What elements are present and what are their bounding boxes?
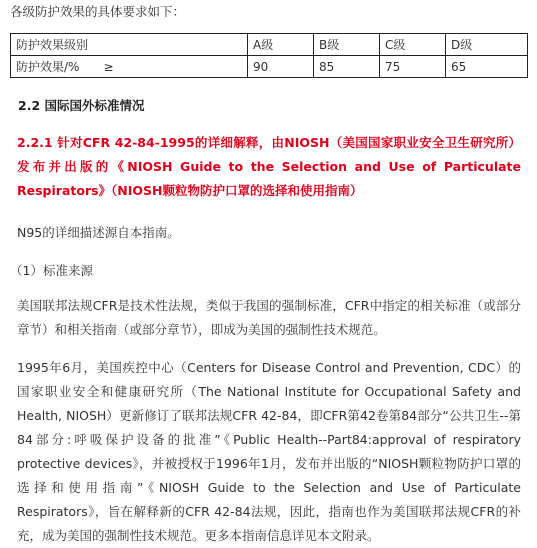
table-cell: 85 [314,56,380,78]
table-cell: B级 [314,34,380,56]
table-header-row [11,34,528,56]
source-heading: （1）标准来源 [10,263,93,278]
table-cell: 防护效果/% ≥ [11,56,248,78]
table-row [11,56,528,78]
table-cell: 90 [248,56,314,78]
table-cell: 防护效果级别 [11,34,248,56]
table-cell: C级 [380,34,446,56]
table-cell: 75 [380,56,446,78]
table-cell: D级 [446,34,528,56]
history-paragraph: 1995年6月，美国疾控中心（Centers for Disease Control and Prevention, CDC）的国家职业安全和健康研究所（The National Institute for Occupational Safety and Health, NIOSH）更新修订了联邦法规CFR 42-84，即CFR第42卷第84部分“公共卫生--第84部分:呼吸保护设备的批准”《Public Health--Part84:approval of respiratory protective devices》，并被授权于1996年1月，发布并出版的“NIOSH颗粒物防护口罩的选择和使用指南”《NIOSH Guide to the Selection and Use of Particulate Respirators》，旨在解释新的CFR 42-84法规，因此，指南也作为美国联邦法规CFR的补充，成为美国的强制性技术规范。更多本指南信息详见本文附录。 [17,360,521,543]
intro-text: 各级防护效果的具体要求如下： [10,4,186,19]
n95-note: N95的详细描述源自本指南。 [17,225,180,240]
law-paragraph: 美国联邦法规CFR是技术性法规，类似于我国的强制标准，CFR中指定的相关标准（或部分章节）和相关指南（或部分章节），即成为美国的强制性技术规范。 [17,298,521,337]
table-cell: A级 [248,34,314,56]
protection-grade-table [10,33,528,78]
section-heading-2-2: 2.2 国际国外标准情况 [18,98,145,113]
table-cell: 65 [446,56,528,78]
section-heading-2-2-1: 2.2.1 针对CFR 42-84-1995的详细解释，由NIOSH（美国国家职业安全卫生研究所）发布并出版的《NIOSH Guide to the Selection and Use of Particulate Respirators》（NIOSH颗粒物防护口罩的选择和使用指南） [17,135,521,198]
